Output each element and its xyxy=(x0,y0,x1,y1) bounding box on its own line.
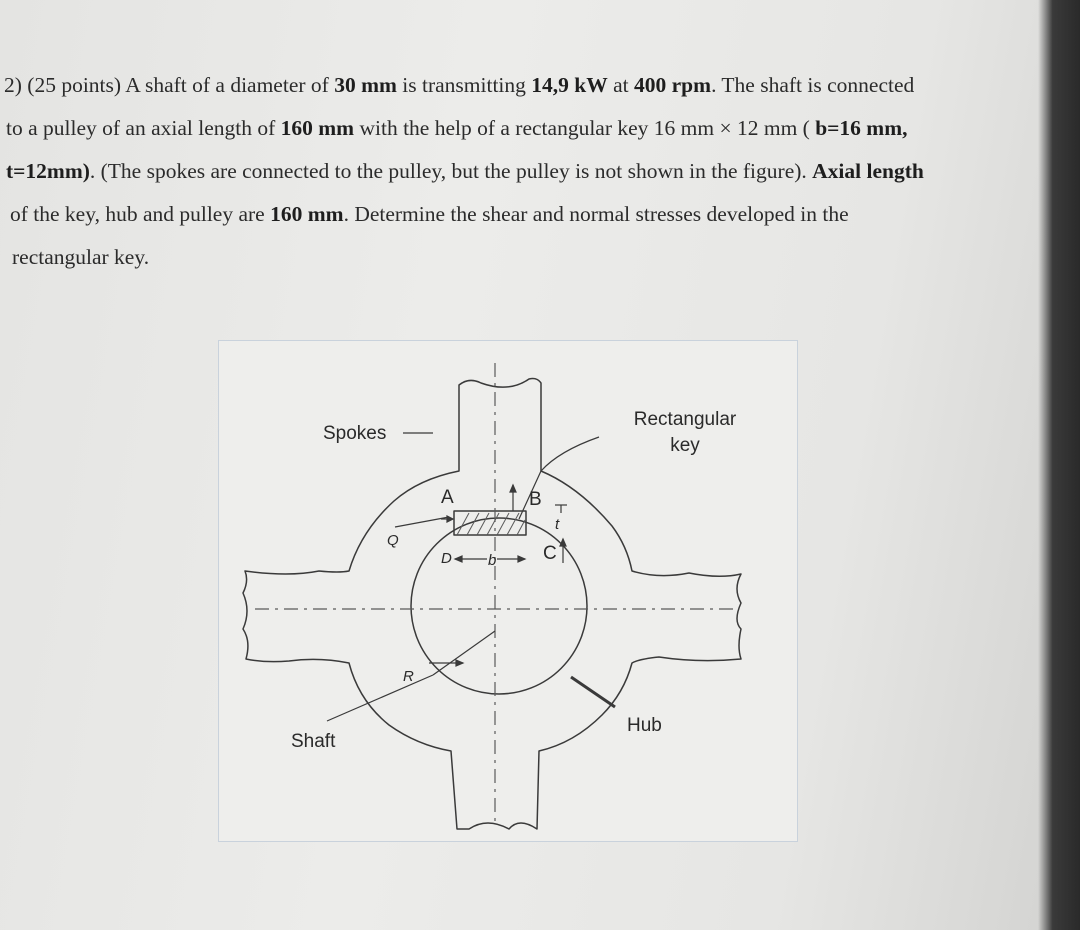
problem-line-2 xyxy=(4,107,1064,150)
label-shaft: Shaft xyxy=(291,731,336,752)
hub-leader xyxy=(571,677,615,707)
label-spokes: Spokes xyxy=(323,423,387,444)
text-segment: with the help of a rectangular key 16 mm × 12 mm ( xyxy=(354,116,816,140)
text-segment: to a pulley of an axial length of xyxy=(6,116,281,140)
problem-line-1 xyxy=(4,64,1064,107)
problem-line-4 xyxy=(4,193,1064,236)
text-segment: . Determine the shear and normal stresses developed in the xyxy=(343,202,849,226)
label-hub: Hub xyxy=(627,715,662,736)
text-segment: t=12mm) xyxy=(6,159,90,183)
text-segment: Axial length xyxy=(812,159,924,183)
text-segment: . The shaft is connected xyxy=(711,73,915,97)
problem-line-5 xyxy=(4,236,1064,279)
label-key: key xyxy=(670,435,700,456)
label-dim-b: b xyxy=(488,552,497,569)
text-segment: rectangular key. xyxy=(12,245,150,269)
label-point-c: C xyxy=(543,543,557,564)
label-dim-t: t xyxy=(555,516,560,533)
shaft-leader xyxy=(327,675,433,721)
text-segment: 14,9 kW xyxy=(531,73,608,97)
text-segment: 160 mm xyxy=(270,202,344,226)
text-segment: 30 mm xyxy=(334,73,397,97)
problem-statement xyxy=(4,64,1064,279)
text-segment: at xyxy=(607,73,635,97)
text-segment: is transmitting xyxy=(396,73,532,97)
label-point-b: B xyxy=(529,489,542,510)
figure-drawing xyxy=(219,341,797,841)
text-segment: 2) (25 points) A shaft of a diameter of xyxy=(4,73,335,97)
text-segment: of the key, hub and pulley are xyxy=(10,202,271,226)
q-leader xyxy=(395,517,449,527)
text-segment: b=16 mm, xyxy=(815,116,908,140)
label-point-r: R xyxy=(403,668,414,685)
radius-line xyxy=(433,631,495,675)
text-segment: . (The spokes are connected to the pulley, but the pulley is not shown in the figure). xyxy=(89,159,813,183)
key-hub-figure xyxy=(218,340,798,842)
text-segment: 400 rpm xyxy=(634,73,712,97)
hub-spokes-outline xyxy=(243,379,741,830)
rectangular-key xyxy=(454,511,526,535)
label-rectangular: Rectangular xyxy=(633,409,737,430)
label-point-d: D xyxy=(441,550,452,567)
problem-line-3 xyxy=(4,150,1064,193)
label-point-q: Q xyxy=(387,532,399,549)
label-point-a: A xyxy=(441,487,454,508)
text-segment: 160 mm xyxy=(280,116,355,140)
